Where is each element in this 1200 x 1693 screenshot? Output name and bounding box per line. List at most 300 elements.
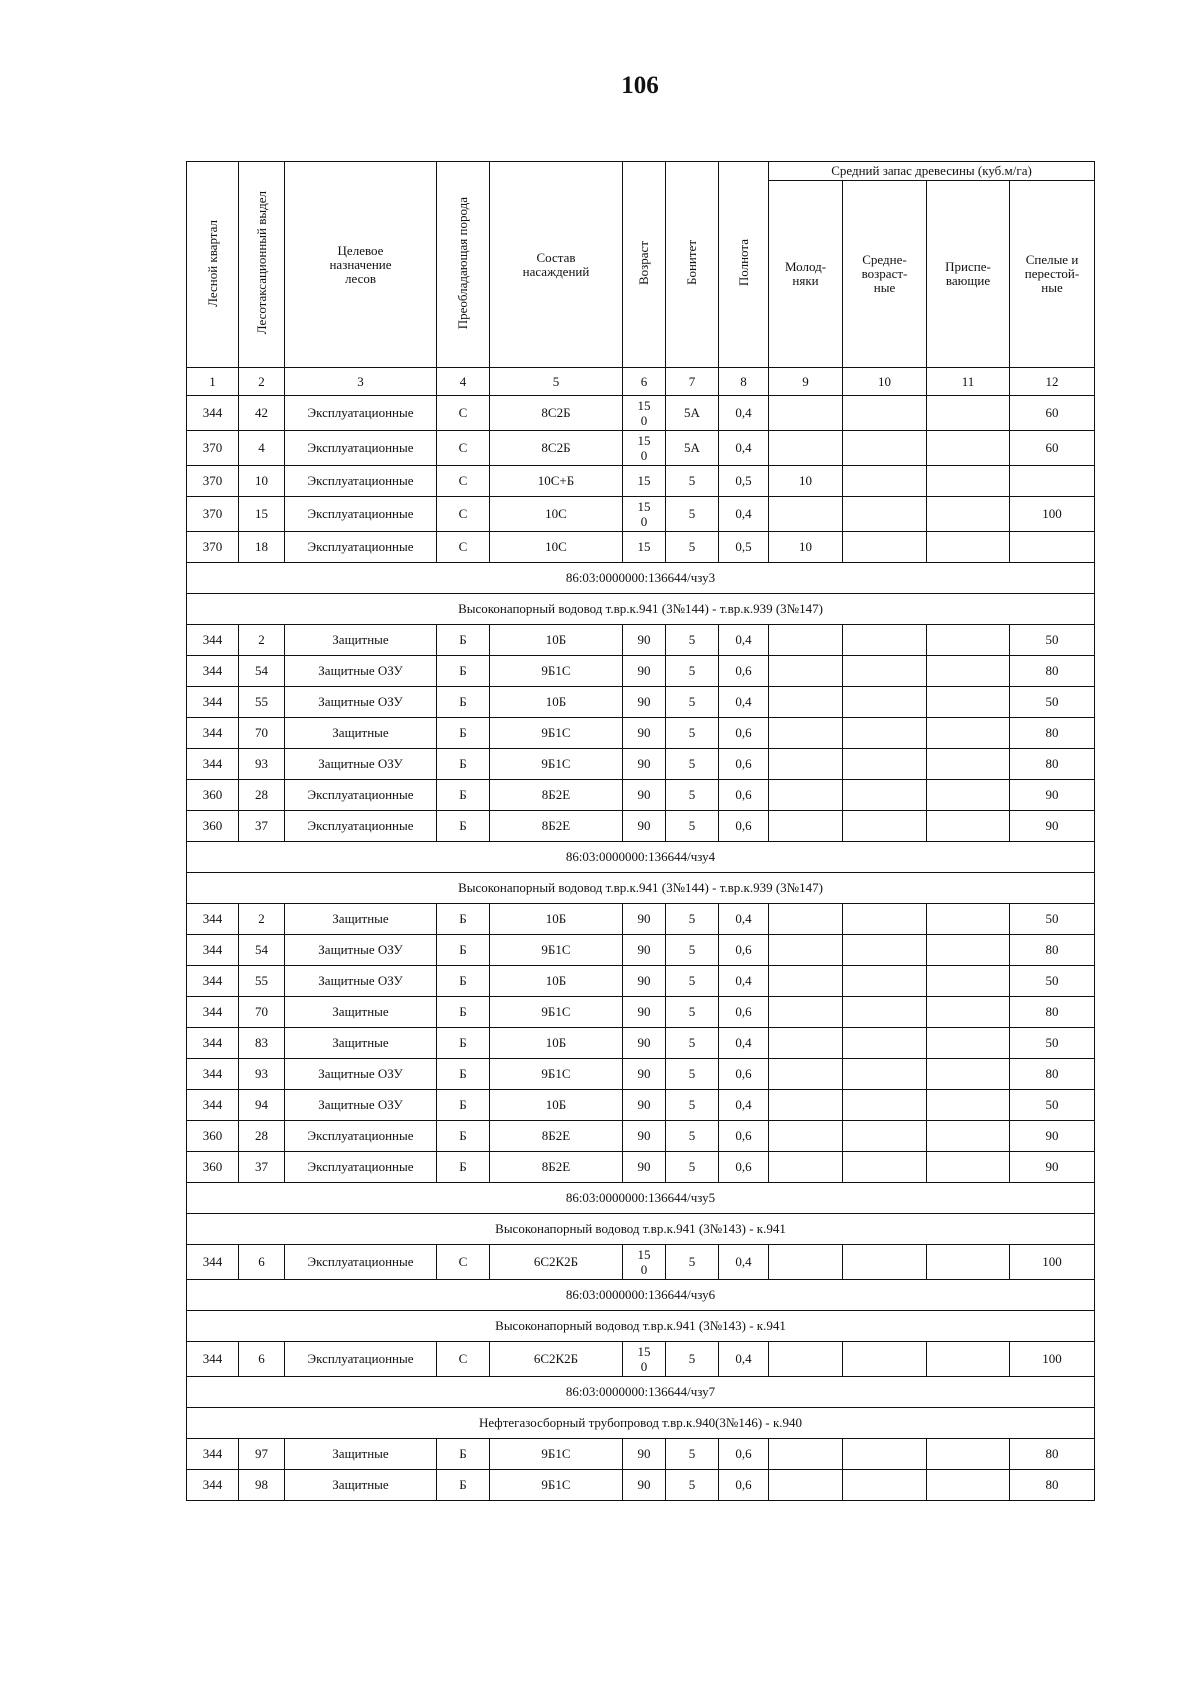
header-density: Полнота [719, 162, 769, 368]
table-cell [927, 466, 1010, 497]
table-cell: Защитные [285, 718, 437, 749]
table-cell: 0,6 [719, 1470, 769, 1501]
table-cell: 54 [239, 656, 285, 687]
table-cell: 55 [239, 687, 285, 718]
table-cell: 8С2Б [490, 396, 623, 431]
table-cell: 90 [623, 811, 666, 842]
table-cell [843, 1121, 927, 1152]
table-cell: 50 [1010, 904, 1095, 935]
table-cell: 8Б2Е [490, 780, 623, 811]
table-cell: 10Б [490, 687, 623, 718]
table-cell [769, 656, 843, 687]
table-cell [769, 1121, 843, 1152]
table-cell: Б [437, 966, 490, 997]
table-cell [843, 1342, 927, 1377]
table-cell: 80 [1010, 749, 1095, 780]
table-cell: 80 [1010, 997, 1095, 1028]
table-cell: 0,6 [719, 1059, 769, 1090]
header-age: Возраст [623, 162, 666, 368]
table-cell: Б [437, 997, 490, 1028]
table-cell: Эксплуатационные [285, 396, 437, 431]
table-cell [769, 1090, 843, 1121]
table-cell: Эксплуатационные [285, 1121, 437, 1152]
table-cell [927, 1342, 1010, 1377]
table-cell: С [437, 532, 490, 563]
header-wood-stock-group: Средний запас древесины (куб.м/га) [769, 162, 1095, 181]
table-cell [843, 1439, 927, 1470]
table-cell [927, 1059, 1010, 1090]
table-cell [769, 431, 843, 466]
table-cell: 0,6 [719, 1439, 769, 1470]
table-cell: 80 [1010, 1059, 1095, 1090]
table-cell: 9Б1С [490, 1059, 623, 1090]
table-row [187, 396, 1095, 431]
table-cell: Б [437, 749, 490, 780]
table-cell: Защитные ОЗУ [285, 935, 437, 966]
table-cell: Б [437, 1121, 490, 1152]
table-cell: 5 [666, 1121, 719, 1152]
table-cell [769, 718, 843, 749]
table-cell [769, 811, 843, 842]
table-cell: 98 [239, 1470, 285, 1501]
table-cell: 100 [1010, 497, 1095, 532]
column-number: 8 [719, 368, 769, 396]
table-cell: 5 [666, 1470, 719, 1501]
table-cell: Б [437, 1152, 490, 1183]
table-cell: 360 [187, 811, 239, 842]
table-cell: 9Б1С [490, 718, 623, 749]
table-row [187, 811, 1095, 842]
table-cell [769, 396, 843, 431]
table-cell: 10С [490, 532, 623, 563]
plot-code: 86:03:0000000:136644/чзу3 [187, 563, 1095, 594]
table-cell: 5 [666, 466, 719, 497]
header-maturing: Приспе- вающие [927, 181, 1010, 368]
table-cell: 90 [623, 997, 666, 1028]
table-cell [769, 1342, 843, 1377]
table-cell: 6 [239, 1245, 285, 1280]
table-cell [927, 1245, 1010, 1280]
table-row [187, 466, 1095, 497]
table-cell: 10Б [490, 1028, 623, 1059]
plot-code: 86:03:0000000:136644/чзу4 [187, 842, 1095, 873]
table-cell: 2 [239, 904, 285, 935]
table-cell [843, 497, 927, 532]
table-cell: 15 0 [623, 1245, 666, 1280]
table-cell: Б [437, 1090, 490, 1121]
object-title-row [187, 1214, 1095, 1245]
table-cell [927, 780, 1010, 811]
table-cell: 90 [623, 1470, 666, 1501]
header-dominant-species: Преобладающая порода [437, 162, 490, 368]
table-cell: 10 [239, 466, 285, 497]
table-cell: 90 [623, 1152, 666, 1183]
table-cell: 15 0 [623, 396, 666, 431]
table-cell [843, 997, 927, 1028]
table-cell: Эксплуатационные [285, 466, 437, 497]
table-row [187, 1439, 1095, 1470]
column-number: 12 [1010, 368, 1095, 396]
table-cell: 344 [187, 396, 239, 431]
table-cell: 9Б1С [490, 1470, 623, 1501]
table-cell: 80 [1010, 935, 1095, 966]
table-cell: 90 [623, 749, 666, 780]
table-cell: 5 [666, 532, 719, 563]
table-cell [769, 966, 843, 997]
table-cell [927, 497, 1010, 532]
object-title-row [187, 1311, 1095, 1342]
plot-code-row [187, 1280, 1095, 1311]
table-cell: 8Б2Е [490, 1121, 623, 1152]
table-cell: 90 [1010, 1121, 1095, 1152]
column-number: 1 [187, 368, 239, 396]
table-cell: 37 [239, 1152, 285, 1183]
table-cell [843, 687, 927, 718]
table-cell: 90 [623, 904, 666, 935]
table-cell: 344 [187, 687, 239, 718]
table-cell [769, 1470, 843, 1501]
table-cell: 55 [239, 966, 285, 997]
table-cell: 100 [1010, 1342, 1095, 1377]
table-cell: 9Б1С [490, 656, 623, 687]
table-cell: 90 [623, 1121, 666, 1152]
table-cell: 100 [1010, 1245, 1095, 1280]
table-cell: С [437, 497, 490, 532]
table-cell: 0,6 [719, 718, 769, 749]
table-cell: 83 [239, 1028, 285, 1059]
table-cell: Защитные [285, 904, 437, 935]
header-forest-quarter: Лесной квартал [187, 162, 239, 368]
table-cell: 344 [187, 1028, 239, 1059]
plot-code-row [187, 563, 1095, 594]
table-cell: 5 [666, 780, 719, 811]
table-cell [927, 396, 1010, 431]
table-cell: 9Б1С [490, 1439, 623, 1470]
table-cell: 5 [666, 1439, 719, 1470]
table-cell [927, 431, 1010, 466]
table-cell: Эксплуатационные [285, 811, 437, 842]
table-cell: 0,4 [719, 1245, 769, 1280]
header-middle-aged: Средне- возраст- ные [843, 181, 927, 368]
header-purpose: Целевое назначение лесов [285, 162, 437, 368]
table-cell: 0,4 [719, 687, 769, 718]
table-cell: 0,4 [719, 904, 769, 935]
table-cell [843, 749, 927, 780]
table-cell: 90 [623, 1059, 666, 1090]
table-cell [843, 718, 927, 749]
table-cell: 0,4 [719, 497, 769, 532]
table-row [187, 935, 1095, 966]
table-cell: 0,4 [719, 396, 769, 431]
table-cell: Б [437, 904, 490, 935]
table-cell: 97 [239, 1439, 285, 1470]
table-cell: 0,6 [719, 1121, 769, 1152]
table-row [187, 687, 1095, 718]
table-cell: С [437, 431, 490, 466]
column-numbers-row [187, 368, 1095, 396]
column-number: 9 [769, 368, 843, 396]
table-cell: 5 [666, 749, 719, 780]
object-title: Нефтегазосборный трубопровод т.вр.к.940(3№146) - к.940 [187, 1408, 1095, 1439]
table-cell: 344 [187, 1090, 239, 1121]
table-row [187, 997, 1095, 1028]
table-cell: 10Б [490, 966, 623, 997]
table-cell [927, 687, 1010, 718]
table-cell: 344 [187, 904, 239, 935]
table-cell: 50 [1010, 687, 1095, 718]
table-cell: 9Б1С [490, 935, 623, 966]
column-number: 6 [623, 368, 666, 396]
table-cell [843, 466, 927, 497]
table-cell: 90 [623, 935, 666, 966]
table-cell: 0,5 [719, 466, 769, 497]
table-cell [843, 966, 927, 997]
table-cell: 70 [239, 718, 285, 749]
table-cell: Защитные ОЗУ [285, 656, 437, 687]
table-cell: 93 [239, 749, 285, 780]
table-cell: 5 [666, 718, 719, 749]
table-cell [927, 718, 1010, 749]
table-cell [843, 532, 927, 563]
table-cell: Защитные ОЗУ [285, 687, 437, 718]
table-cell [843, 1152, 927, 1183]
table-cell: 9Б1С [490, 997, 623, 1028]
table-cell: 344 [187, 997, 239, 1028]
table-cell: 344 [187, 749, 239, 780]
table-cell [843, 1090, 927, 1121]
table-cell [769, 1059, 843, 1090]
table-cell [769, 497, 843, 532]
table-cell [843, 1470, 927, 1501]
table-cell: 90 [623, 966, 666, 997]
table-cell [843, 1059, 927, 1090]
table-cell: 0,5 [719, 532, 769, 563]
table-cell: 5А [666, 396, 719, 431]
table-cell: 5 [666, 811, 719, 842]
table-cell [927, 1121, 1010, 1152]
table-body [187, 396, 1095, 1501]
table-cell: 15 [623, 532, 666, 563]
plot-code: 86:03:0000000:136644/чзу5 [187, 1183, 1095, 1214]
table-cell [927, 532, 1010, 563]
table-cell: 60 [1010, 431, 1095, 466]
table-cell: Б [437, 811, 490, 842]
table-cell: 370 [187, 532, 239, 563]
table-row [187, 718, 1095, 749]
table-cell: 5 [666, 966, 719, 997]
table-cell: 8С2Б [490, 431, 623, 466]
table-cell [927, 749, 1010, 780]
table-cell: 10Б [490, 1090, 623, 1121]
table-cell: 90 [623, 780, 666, 811]
table-cell: 15 [623, 466, 666, 497]
table-cell: 0,6 [719, 997, 769, 1028]
table-cell [769, 780, 843, 811]
table-cell [927, 1152, 1010, 1183]
table-cell: 0,4 [719, 1090, 769, 1121]
table-cell: 0,6 [719, 656, 769, 687]
table-cell: Б [437, 1439, 490, 1470]
table-cell: 0,6 [719, 749, 769, 780]
table-cell: 360 [187, 1152, 239, 1183]
header-mature-overmature: Спелые и перестой- ные [1010, 181, 1095, 368]
table-cell [769, 687, 843, 718]
plot-code-row [187, 842, 1095, 873]
object-title-row [187, 1408, 1095, 1439]
table-cell: 0,4 [719, 625, 769, 656]
column-number: 10 [843, 368, 927, 396]
table-cell: 10С+Б [490, 466, 623, 497]
table-cell: 10Б [490, 625, 623, 656]
header-bonitet: Бонитет [666, 162, 719, 368]
table-cell: Б [437, 1059, 490, 1090]
table-cell [927, 1090, 1010, 1121]
table-cell: 15 0 [623, 431, 666, 466]
header-taxation-unit: Лесотаксационный выдел [239, 162, 285, 368]
table-cell: Защитные [285, 1439, 437, 1470]
table-cell: 5 [666, 497, 719, 532]
plot-code: 86:03:0000000:136644/чзу7 [187, 1377, 1095, 1408]
table-row [187, 1090, 1095, 1121]
object-title: Высоконапорный водовод т.вр.к.941 (3№143) - к.941 [187, 1311, 1095, 1342]
table-cell: Защитные [285, 625, 437, 656]
table-cell: Защитные ОЗУ [285, 1059, 437, 1090]
table-cell [843, 904, 927, 935]
table-row [187, 1245, 1095, 1280]
table-cell: Защитные ОЗУ [285, 966, 437, 997]
table-cell [769, 904, 843, 935]
table-cell [769, 1152, 843, 1183]
object-title: Высоконапорный водовод т.вр.к.941 (3№144) - т.вр.к.939 (3№147) [187, 873, 1095, 904]
plot-code: 86:03:0000000:136644/чзу6 [187, 1280, 1095, 1311]
table-cell: 5 [666, 1342, 719, 1377]
table-cell: 0,6 [719, 811, 769, 842]
table-cell: Эксплуатационные [285, 1342, 437, 1377]
table-cell: Б [437, 935, 490, 966]
table-cell [927, 997, 1010, 1028]
table-row [187, 656, 1095, 687]
table-cell: 0,6 [719, 935, 769, 966]
table-cell [843, 780, 927, 811]
table-cell: 90 [1010, 811, 1095, 842]
table-cell: 60 [1010, 396, 1095, 431]
object-title: Высоконапорный водовод т.вр.к.941 (3№143) - к.941 [187, 1214, 1095, 1245]
table-cell [769, 1028, 843, 1059]
table-cell: 50 [1010, 966, 1095, 997]
table-cell: 15 0 [623, 1342, 666, 1377]
table-cell: 344 [187, 1245, 239, 1280]
column-number: 3 [285, 368, 437, 396]
table-cell [927, 935, 1010, 966]
table-cell: 5 [666, 1028, 719, 1059]
table-cell: 90 [1010, 780, 1095, 811]
table-cell: 4 [239, 431, 285, 466]
table-cell [927, 1470, 1010, 1501]
table-cell: Б [437, 1028, 490, 1059]
table-cell: Б [437, 656, 490, 687]
table-cell [927, 966, 1010, 997]
table-cell: 50 [1010, 1028, 1095, 1059]
table-cell [927, 1028, 1010, 1059]
table-row [187, 1470, 1095, 1501]
table-cell: 70 [239, 997, 285, 1028]
table-cell: 344 [187, 966, 239, 997]
table-cell: 90 [623, 1028, 666, 1059]
table-cell: 10 [769, 466, 843, 497]
table-cell: 28 [239, 1121, 285, 1152]
table-cell: 5 [666, 1245, 719, 1280]
column-number: 7 [666, 368, 719, 396]
table-cell: 90 [623, 656, 666, 687]
column-number: 11 [927, 368, 1010, 396]
table-cell [927, 656, 1010, 687]
table-cell [843, 935, 927, 966]
table-cell: С [437, 1342, 490, 1377]
table-row [187, 904, 1095, 935]
table-cell: Эксплуатационные [285, 1245, 437, 1280]
table-cell: 90 [623, 625, 666, 656]
table-cell [1010, 532, 1095, 563]
table-row [187, 431, 1095, 466]
table-cell: 5 [666, 935, 719, 966]
table-cell: 5 [666, 1090, 719, 1121]
table-cell: Б [437, 718, 490, 749]
table-cell: 344 [187, 656, 239, 687]
table-cell [843, 811, 927, 842]
table-cell: Эксплуатационные [285, 532, 437, 563]
table-cell [843, 625, 927, 656]
table-cell [843, 1028, 927, 1059]
table-cell: 0,4 [719, 966, 769, 997]
table-cell: 6С2К2Б [490, 1245, 623, 1280]
table-cell [1010, 466, 1095, 497]
table-row [187, 1152, 1095, 1183]
object-title: Высоконапорный водовод т.вр.к.941 (3№144) - т.вр.к.939 (3№147) [187, 594, 1095, 625]
plot-code-row [187, 1183, 1095, 1214]
table-cell: 8Б2Е [490, 811, 623, 842]
table-cell: 90 [623, 718, 666, 749]
table-cell: 8Б2Е [490, 1152, 623, 1183]
table-cell: 5А [666, 431, 719, 466]
object-title-row [187, 873, 1095, 904]
table-row [187, 532, 1095, 563]
table-cell: 5 [666, 1152, 719, 1183]
table-cell: 344 [187, 1059, 239, 1090]
table-cell [843, 656, 927, 687]
table-cell: 28 [239, 780, 285, 811]
table-cell: Эксплуатационные [285, 497, 437, 532]
table-cell [927, 1439, 1010, 1470]
table-row [187, 749, 1095, 780]
table-cell [769, 1439, 843, 1470]
table-cell: 0,4 [719, 1028, 769, 1059]
table-cell: Защитные [285, 1028, 437, 1059]
table-cell: 344 [187, 1439, 239, 1470]
table-cell: 370 [187, 497, 239, 532]
table-row [187, 1342, 1095, 1377]
table-cell: 90 [623, 1439, 666, 1470]
table-cell: Эксплуатационные [285, 780, 437, 811]
table-cell [927, 904, 1010, 935]
table-cell [769, 935, 843, 966]
table-cell: Б [437, 625, 490, 656]
table-cell: 344 [187, 718, 239, 749]
table-cell: 344 [187, 935, 239, 966]
table-cell [769, 997, 843, 1028]
table-cell: 37 [239, 811, 285, 842]
table-cell: Эксплуатационные [285, 1152, 437, 1183]
table-cell: 370 [187, 466, 239, 497]
